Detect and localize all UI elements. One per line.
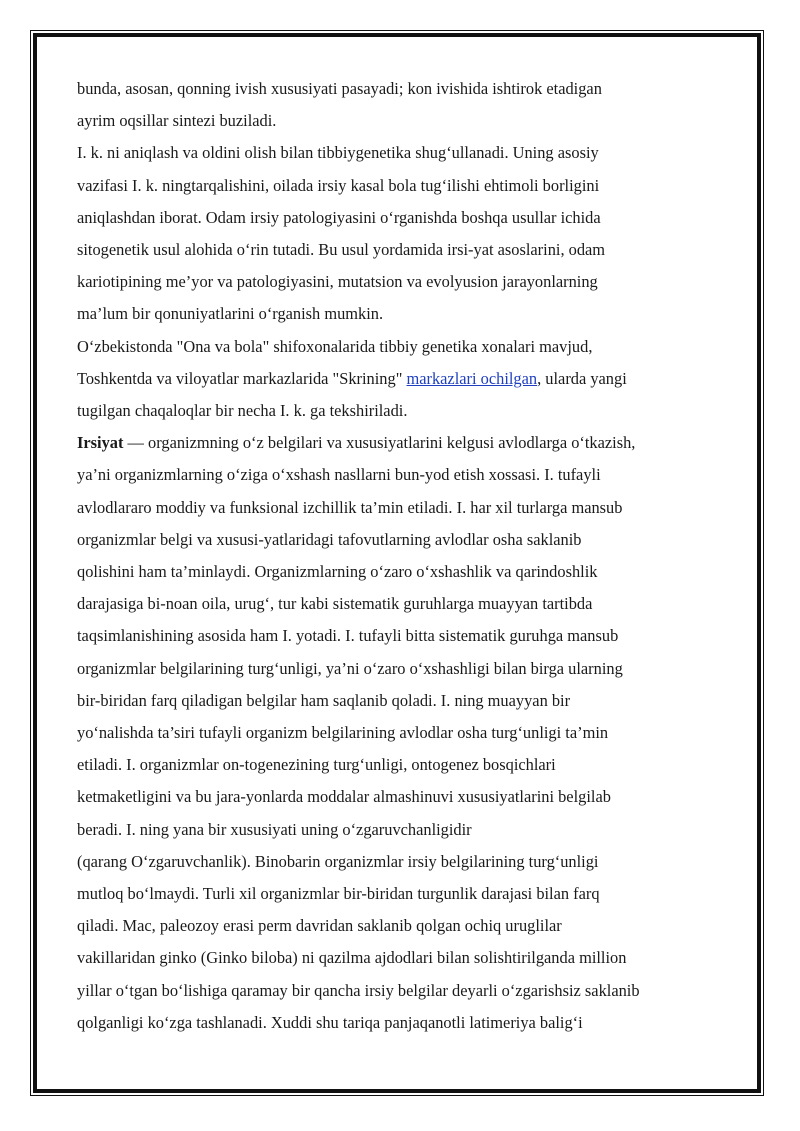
- text-line: vazifasi I. k. ningtarqalishini, oilada irsiy kasal bola tug‘ilishi ehtimoli borligini: [77, 175, 600, 195]
- text-line: [77, 331, 737, 363]
- text-line: etiladi. I. organizmlar on-togenezining turg‘unligi, ontogenez bosqichlari: [77, 755, 556, 775]
- document-body: [77, 73, 737, 1039]
- text-line: tugilgan chaqaloqlar bir necha I. k. ga tekshiriladi.: [77, 401, 408, 421]
- text-line: ma’lum bir qonuniyatlarini o‘rganish mumkin.: [77, 304, 384, 324]
- text-line: taqsimlanishining asosida ham I. yotadi. I. tufayli bitta sistematik guruhga mansub: [77, 626, 619, 646]
- text-line: vakillaridan ginko (Ginko biloba) ni qazilma ajdodlari bilan solishtirilganda million: [77, 948, 627, 968]
- text-line: organizmlar belgi va xususi-yatlaridagi tafovutlarning avlodlar osha saklanib: [77, 529, 582, 549]
- markazlari-ochilgan-link[interactable]: markazlari ochilgan: [406, 368, 538, 388]
- text-line: qolishini ham ta’minlaydi. Organizmlarning o‘zaro o‘xshashlik va qarindoshlik: [77, 562, 598, 582]
- text-line: avlodlararo moddiy va funksional izchillik ta’min etiladi. I. har xil turlarga mansub: [77, 497, 623, 517]
- text-line: [77, 427, 737, 459]
- text-line: kariotipining me’yor va patologiyasini, mutatsion va evolyusion jarayonlarning: [77, 272, 598, 292]
- text-segment: , ularda yangi: [537, 368, 627, 388]
- text-line: bunda, asosan, qonning ivish xususiyati pasayadi; kon ivishida ishtirok etadigan: [77, 79, 602, 98]
- text-line: aniqlashdan iborat. Odam irsiy patologiyasini o‘rganishda boshqa usullar ichida: [77, 207, 601, 227]
- text-line: yillar o‘tgan bo‘lishiga qaramay bir qancha irsiy belgilar deyarli o‘zgarishsiz saklanib: [77, 980, 640, 1000]
- text-line: yo‘nalishda ta’siri tufayli organizm belgilarining avlodlar osha turg‘unligi ta’min: [77, 723, 609, 743]
- text-line: organizmlar belgilarining turg‘unligi, ya’ni o‘zaro o‘xshashligi bilan birga ularning: [77, 658, 623, 678]
- text-line: qiladi. Mac, paleozoy erasi perm davridan saklanib qolgan ochiq uruglilar: [77, 916, 562, 936]
- term-heading: Irsiyat: [77, 433, 124, 453]
- text-segment: O‘zbekistonda "Ona va bola" shifoxonalarida tibbiy genetika xonalari mavjud,: [77, 336, 593, 356]
- text-line: I. k. ni aniqlash va oldini olish bilan tibbiygenetika shug‘ullanadi. Uning asosiy: [77, 143, 599, 163]
- text-line: mutloq bo‘lmaydi. Turli xil organizmlar bir-biridan turgunlik darajasi bilan farq: [77, 884, 600, 904]
- text-segment: — organizmning o‘z belgilari va xususiyatlarini kelgusi avlodlarga o‘tkazish,: [123, 433, 636, 453]
- text-line: sitogenetik usul alohida o‘rin tutadi. Bu usul yordamida irsi-yat asoslarini, odam: [77, 240, 606, 260]
- text-line: darajasiga bi-noan oila, urug‘, tur kabi sistematik guruhlarga muayyan tartibda: [77, 594, 593, 614]
- text-line: qolganligi ko‘zga tashlanadi. Xuddi shu tariqa panjaqanotli latimeriya balig‘i: [77, 1012, 583, 1032]
- text-segment: Toshkentda va viloyatlar markazlarida "Skrining": [77, 368, 407, 388]
- text-line: (qarang O‘zgaruvchanlik). Binobarin organizmlar irsiy belgilarining turg‘unligi: [77, 851, 599, 871]
- text-line: ya’ni organizmlarning o‘ziga o‘xshash nasllarni bun-yod etish xossasi. I. tufayli: [77, 465, 601, 485]
- text-line: [77, 363, 737, 395]
- text-line: beradi. I. ning yana bir xususiyati uning o‘zgaruvchanligidir: [77, 819, 472, 839]
- text-line: bir-biridan farq qiladigan belgilar ham saqlanib qoladi. I. ning muayyan bir: [77, 690, 571, 710]
- text-line: ketmaketligini va bu jara-yonlarda moddalar almashinuvi xususiyatlarini belgilab: [77, 787, 611, 807]
- text-line: ayrim oqsillar sintezi buziladi.: [77, 111, 277, 131]
